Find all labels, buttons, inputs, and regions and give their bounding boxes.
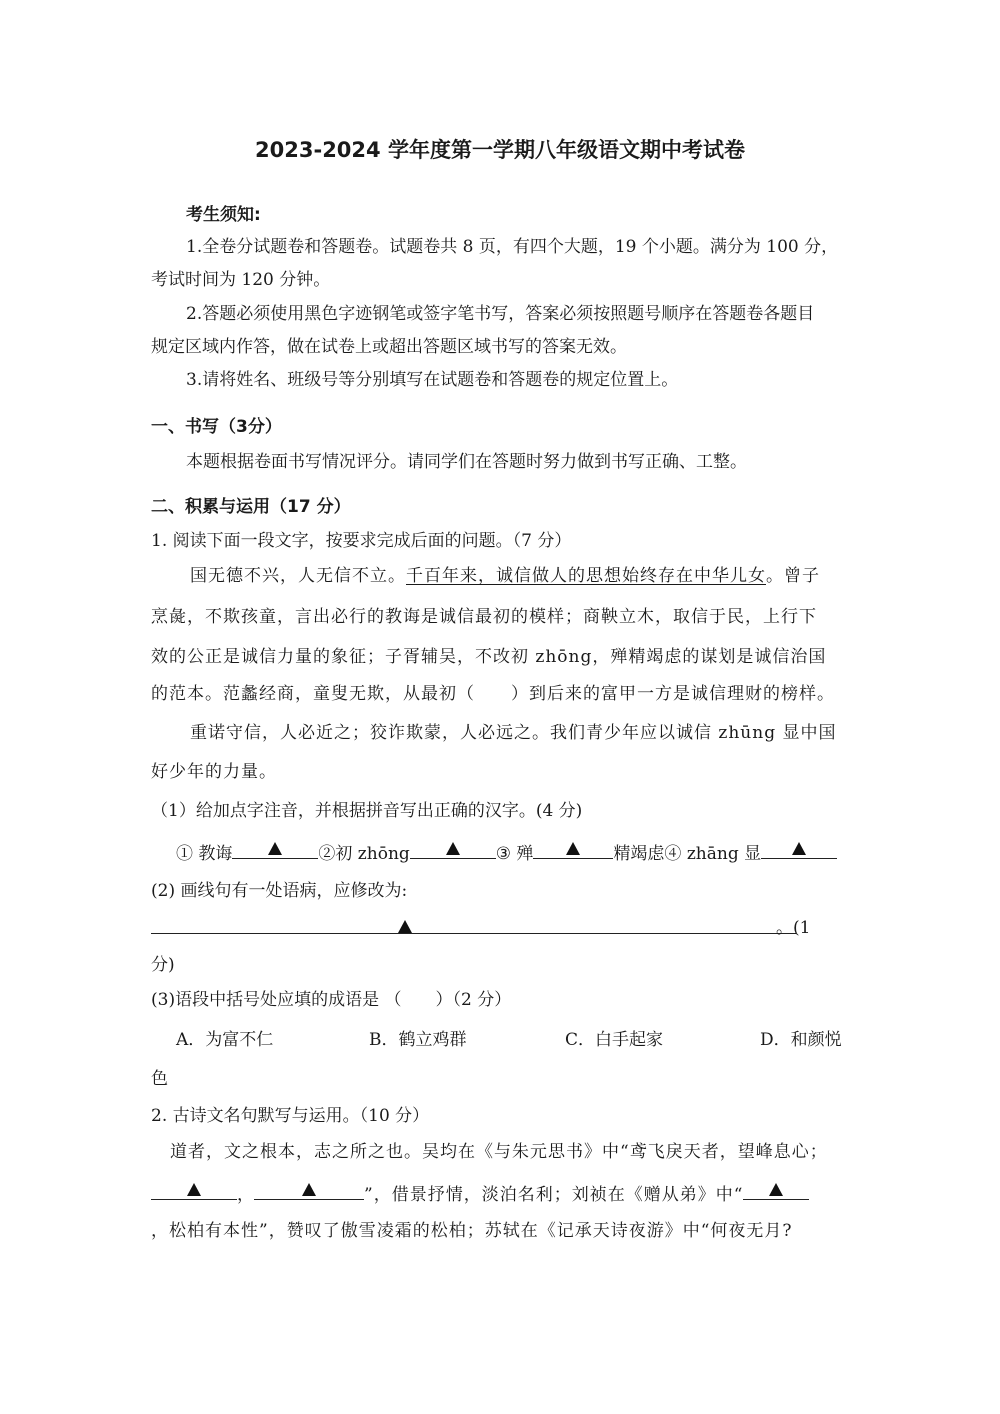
page-title: 2023-2024 学年度第一学期八年级语文期中考试卷 bbox=[255, 138, 745, 162]
sub-question-1: （1）给加点字注音，并根据拼音写出正确的汉字。(4 分) bbox=[151, 801, 583, 821]
option-c[interactable]: C．白手起家 bbox=[565, 1030, 664, 1050]
underlined-sentence: 千百年来，诚信做人的思想始终存在中华儿女 bbox=[406, 566, 766, 586]
notice-heading: 考生须知: bbox=[186, 205, 261, 225]
section-1-heading: 一、书写（3分） bbox=[151, 417, 282, 437]
answer-blank-3[interactable] bbox=[533, 840, 613, 859]
answer-marker-icon bbox=[566, 842, 580, 855]
passage-text: 。曾子 bbox=[766, 566, 820, 586]
answer-marker-icon bbox=[268, 842, 282, 855]
sub-question-1-blanks bbox=[176, 840, 837, 865]
option-b[interactable]: B．鹤立鸡群 bbox=[369, 1030, 467, 1050]
option-a[interactable]: A．为富不仁 bbox=[176, 1030, 274, 1050]
answer-blank-4[interactable] bbox=[761, 840, 837, 859]
answer-marker-icon bbox=[769, 1183, 783, 1196]
poetry-line-1: 道者，文之根本，志之所之也。吴均在《与朱元思书》中“鸢飞戾天者，望峰息心； bbox=[170, 1142, 828, 1162]
poetry-line-2 bbox=[151, 1181, 809, 1206]
blank-label-3: ③ 殚 bbox=[495, 844, 534, 864]
section-1-text: 本题根据卷面书写情况评分。请同学们在答题时努力做到书写正确、工整。 bbox=[186, 452, 747, 472]
poetry-blank-2[interactable] bbox=[254, 1181, 364, 1200]
separator: ， bbox=[237, 1185, 254, 1205]
sub-question-2: (2) 画线句有一处语病，应修改为: bbox=[151, 881, 408, 901]
section-2-heading: 二、积累与运用（17 分） bbox=[151, 497, 351, 517]
passage-line-2: 烹彘，不欺孩童，言出必行的教诲是诚信最初的模样；商鞅立木，取信于民，上行下 bbox=[151, 607, 817, 627]
answer-blank-2[interactable] bbox=[410, 840, 496, 859]
question-2-stem: 2. 古诗文名句默写与运用。（10 分） bbox=[151, 1106, 430, 1126]
passage-line-5: 重诺守信，人必近之；狡诈欺蒙，人必远之。我们青少年应以诚信 zhūng 显中国 bbox=[190, 723, 837, 743]
poetry-text: ”，借景抒情，淡泊名利；刘祯在《赠从弟》中“ bbox=[364, 1185, 744, 1205]
passage-line-3: 效的公正是诚信力量的象征；子胥辅吴，不改初 zhōng，殚精竭虑的谋划是诚信治国 bbox=[151, 647, 827, 667]
blank-label-4: 精竭虑④ zhāng 显 bbox=[613, 844, 762, 864]
blank-label-2: ②初 zhōng bbox=[318, 844, 410, 864]
notice-item-2-line-2: 规定区域内作答，做在试卷上或超出答题区域书写的答案无效。 bbox=[151, 337, 627, 357]
poetry-line-3: ，松柏有本性”，赞叹了傲雪凌霜的松柏；苏轼在《记承天诗夜游》中“何夜无月? bbox=[151, 1221, 793, 1241]
answer-marker-icon bbox=[398, 920, 412, 933]
option-d-wrap: 色 bbox=[151, 1069, 168, 1089]
answer-marker-icon bbox=[446, 842, 460, 855]
sub-question-3: (3)语段中括号处应填的成语是 （ ）（2 分） bbox=[151, 990, 512, 1010]
passage-text: 国无德不兴，人无信不立。 bbox=[190, 566, 406, 586]
sub-question-2-score: 。(1 bbox=[776, 918, 811, 938]
poetry-blank-1[interactable] bbox=[151, 1181, 237, 1200]
notice-item-1-line-1: 1.全卷分试题卷和答题卷。试题卷共 8 页，有四个大题，19 个小题。满分为 100 分， bbox=[186, 237, 839, 257]
poetry-blank-3[interactable] bbox=[743, 1181, 809, 1200]
notice-item-3: 3.请将姓名、班级号等分别填写在试题卷和答题卷的规定位置上。 bbox=[186, 370, 679, 390]
option-d[interactable]: D．和颜悦 bbox=[760, 1030, 842, 1050]
sub-question-2-score-wrap: 分) bbox=[151, 955, 175, 975]
answer-marker-icon bbox=[187, 1183, 201, 1196]
passage-line-4: 的范本。范蠡经商，童叟无欺，从最初（ ）到后来的富甲一方是诚信理财的榜样。 bbox=[151, 684, 835, 704]
passage-line-1 bbox=[190, 565, 820, 587]
answer-marker-icon bbox=[302, 1183, 316, 1196]
answer-marker-icon bbox=[792, 842, 806, 855]
passage-line-6: 好少年的力量。 bbox=[151, 762, 277, 782]
question-1-stem: 1. 阅读下面一段文字，按要求完成后面的问题。（7 分） bbox=[151, 531, 572, 551]
answer-line-long[interactable] bbox=[151, 933, 796, 934]
notice-item-1-line-2: 考试时间为 120 分钟。 bbox=[151, 270, 331, 290]
notice-item-2-line-1: 2.答题必须使用黑色字迹钢笔或签字笔书写，答案必须按照题号顺序在答题卷各题目 bbox=[186, 304, 815, 324]
blank-label-1: ① 教诲 bbox=[176, 844, 233, 864]
answer-blank-1[interactable] bbox=[232, 840, 318, 859]
